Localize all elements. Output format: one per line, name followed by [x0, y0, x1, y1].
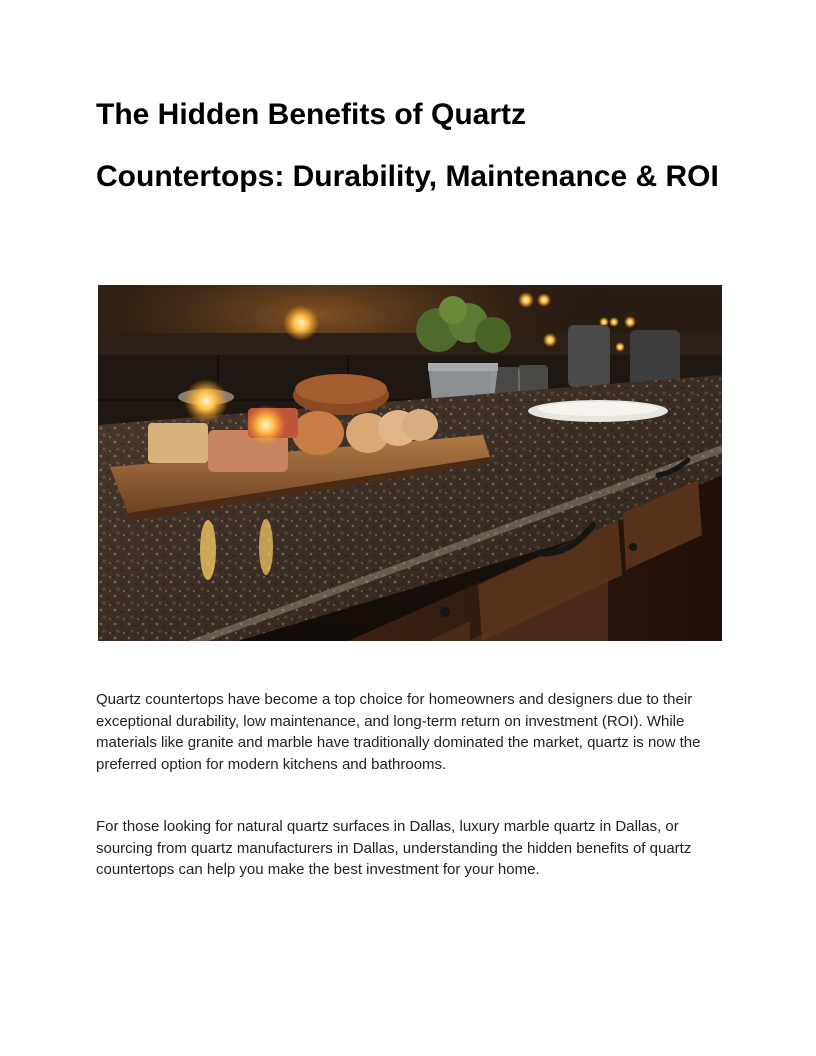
dallas-paragraph: For those looking for natural quartz surfaces in Dallas, luxury marble quartz in Dallas, or sourcing from quartz manufacturers in Dallas, understanding the hidden benefits of quartz countertops can help you make the best investment for your home.: [96, 818, 692, 878]
intro-paragraph: Quartz countertops have become a top choice for homeowners and designers due to their exceptional durability, low maintenance, and long-term return on investment (ROI). While materials like granite and marble have traditionally dominated the market, quartz is now the preferred option for modern kitchens and bathrooms.: [96, 691, 701, 773]
kitchen-countertop-photo-icon: [98, 285, 722, 641]
hero-image: [98, 285, 722, 641]
page-title: The Hidden Benefits of Quartz Countertops: Durability, Maintenance & ROI: [96, 98, 719, 193]
